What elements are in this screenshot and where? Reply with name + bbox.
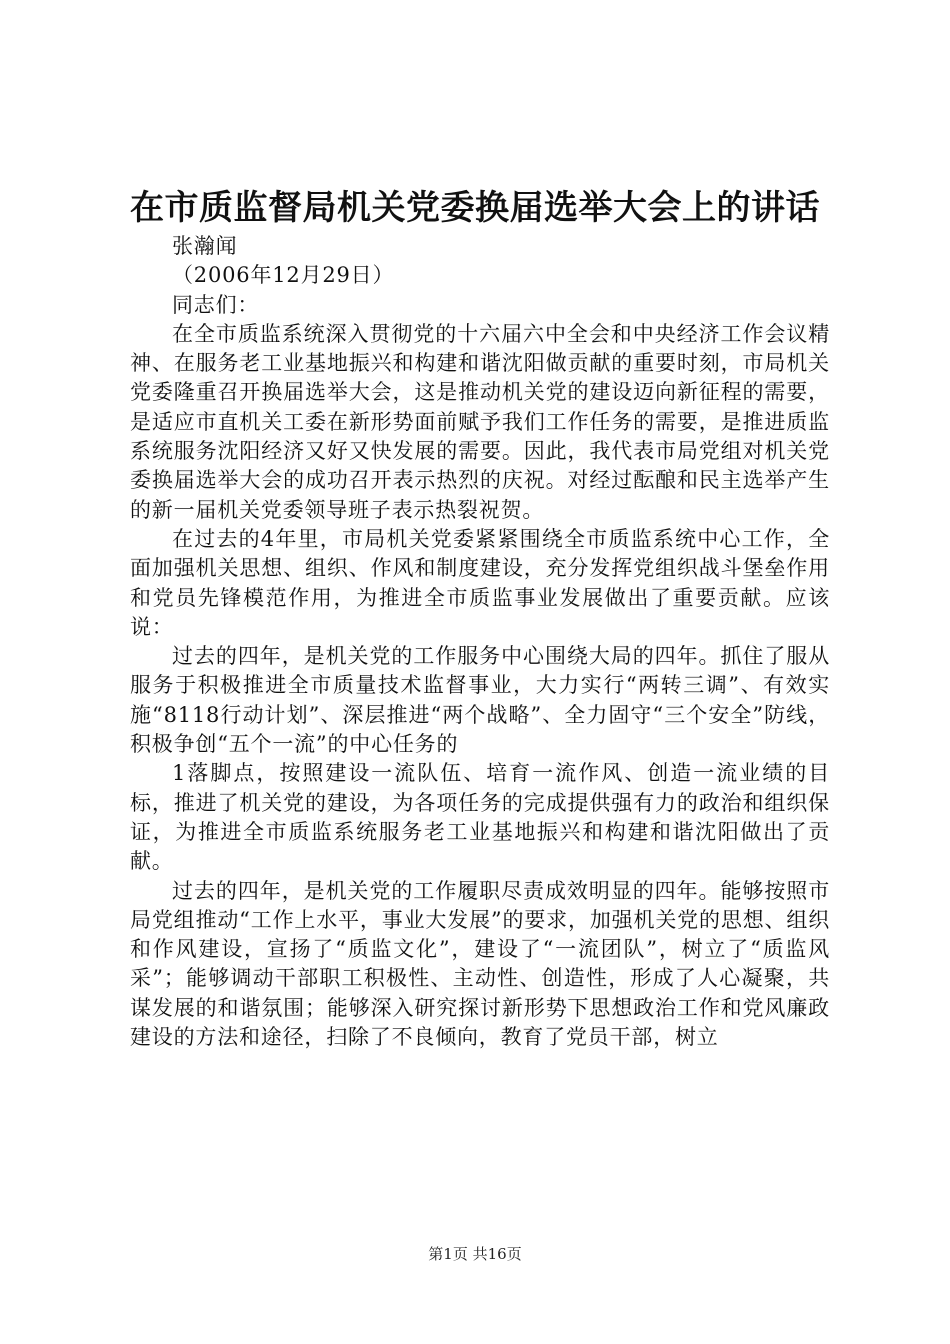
- page-footer: 第1页 共16页: [428, 1245, 522, 1263]
- date-line: （2006年12月29日）: [172, 263, 395, 288]
- paragraph: 过去的四年，是机关党的工作服务中心围绕大局的四年。抓住了服从服务于积极推进全市质量技术监督事业，大力实行“两转三调”、有效实施“8118行动计划”、深层推进“两个战略”、全力固守“三个安全”防线，积极争创“五个一流”的中心任务的: [130, 644, 830, 757]
- paragraph: 过去的四年，是机关党的工作履职尽责成效明显的四年。能够按照市局党组推动“工作上水平，事业大发展”的要求，加强机关党的思想、组织和作风建设，宣扬了“质监文化”，建设了“一流团队”，树立了“质监风采”；能够调动干部职工积极性、主动性、创造性，形成了人心凝聚，共谋发展的和谐氛围；能够深入研究探讨新形势下思想政治工作和党风廉政建设的方法和途径，扫除了不良倾向，教育了党员干部，树立: [130, 878, 830, 1050]
- paragraph: 在过去的4年里，市局机关党委紧紧围绕全市质监系统中心工作，全面加强机关思想、组织、作风和制度建设，充分发挥党组织战斗堡垒作用和党员先锋模范作用，为推进全市质监事业发展做出了重要贡献。应该说：: [130, 526, 830, 639]
- document-body: [130, 232, 830, 1052]
- paragraph: 在全市质监系统深入贯彻党的十六届六中全会和中央经济工作会议精神、在服务老工业基地振兴和构建和谐沈阳做贡献的重要时刻，市局机关党委隆重召开换届选举大会，这是推动机关党的建设迈向新征程的需要，是适应市直机关工委在新形势面前赋予我们工作任务的需要，是推进质监系统服务沈阳经济又好又快发展的需要。因此，我代表市局党组对机关党委换届选举大会的成功召开表示热烈的庆祝。对经过酝酿和民主选举产生的新一届机关党委领导班子表示热裂祝贺。: [130, 321, 830, 522]
- paragraph: 1落脚点，按照建设一流队伍、培育一流作风、创造一流业绩的目标，推进了机关党的建设，为各项任务的完成提供强有力的政治和组织保证，为推进全市质监系统服务老工业基地振兴和构建和谐沈阳做出了贡献。: [130, 761, 830, 874]
- author-line: 张瀚闻: [172, 234, 238, 258]
- document-title: 在市质监督局机关党委换届选举大会上的讲话: [130, 188, 820, 228]
- salutation: 同志们：: [172, 292, 260, 317]
